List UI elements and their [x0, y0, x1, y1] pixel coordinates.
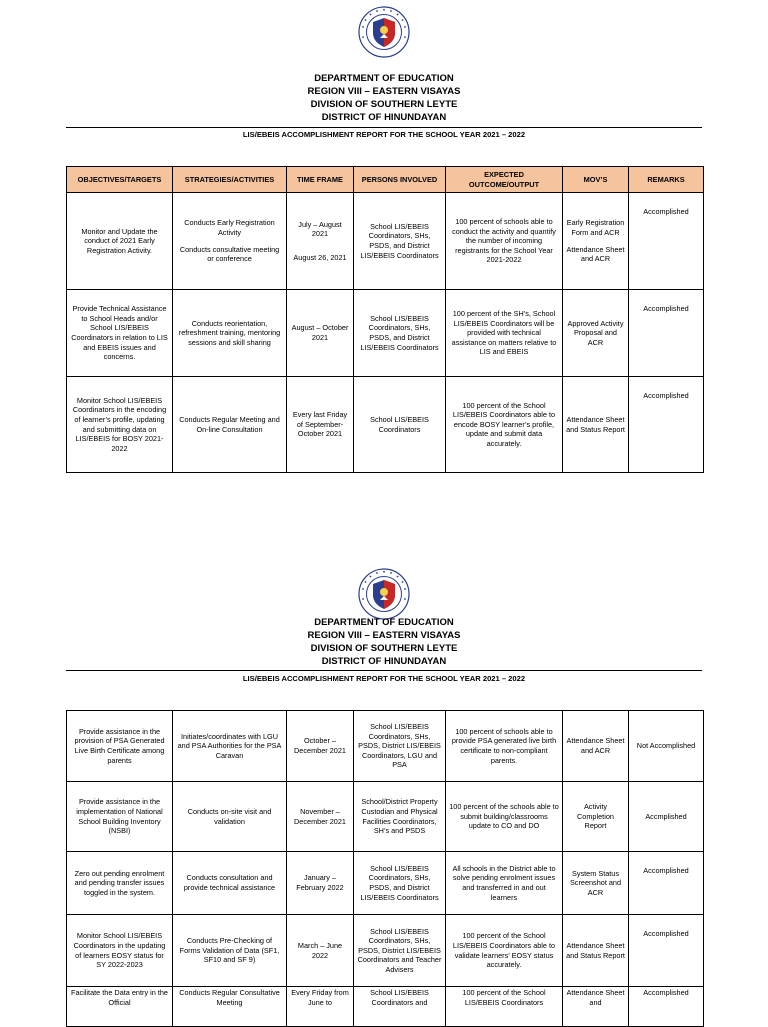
col-remarks: REMARKS [629, 167, 704, 193]
persons-cell: School LIS/EBEIS Coordinators, SHs, PSDS, District LIS/EBEIS Coordinators and Teacher Advisers [354, 915, 446, 987]
district-title: DISTRICT OF HINUNDAYAN [321, 112, 447, 123]
region-title: REGION VIII – EASTERN VISAYAS [307, 630, 461, 641]
report-title: LIS/EBEIS ACCOMPLISHMENT REPORT FOR THE SCHOOL YEAR 2021 – 2022 [242, 130, 526, 139]
deped-seal-icon [358, 6, 410, 58]
strategy-cell: Conducts Regular Meeting and On-line Consultation [173, 377, 287, 473]
division-title: DIVISION OF SOUTHERN LEYTE [310, 643, 458, 654]
mov-cell: Activity Completion Report [563, 782, 629, 852]
objective-cell: Provide Technical Assistance to School Heads and/or School LIS/EBEIS Coordinators in relation to LIS and EBEIS issues and concerns. [67, 290, 173, 377]
strategy-line: Conducts Early Registration Activity [184, 218, 275, 237]
table-row [67, 852, 704, 915]
dept-title: DEPARTMENT OF EDUCATION [314, 617, 454, 628]
mov-cell: Attendance Sheet and Status Report [563, 915, 629, 987]
col-movs: MOV’S [563, 167, 629, 193]
accomplishment-table-1 [66, 166, 704, 473]
persons-cell: School LIS/EBEIS Coordinators, SHs, PSDS, District LIS/EBEIS Coordinators, LGU and PSA [354, 711, 446, 782]
dept-title: DEPARTMENT OF EDUCATION [314, 73, 454, 84]
persons-cell: School/District Property Custodian and Physical Facilities Coordinators, SH’s and PSDS [354, 782, 446, 852]
header-divider [66, 670, 702, 671]
outcome-cell: 100 percent of schools able to conduct the activity and quantify the number of incoming registrants for the School Year 2021-2022 [446, 193, 563, 290]
objective-cell: Zero out pending enrolment and pending transfer issues toggled in the system. [67, 852, 173, 915]
table-row [67, 193, 704, 290]
time-cell: November – December 2021 [287, 782, 354, 852]
remarks-cell: Accomplished [629, 987, 704, 1027]
remarks-cell: Accomplished [629, 852, 704, 915]
remarks-cell: Accmplished [629, 782, 704, 852]
time-cell: March – June 2022 [287, 915, 354, 987]
time-cell: August – October 2021 [287, 290, 354, 377]
objective-cell: Monitor School LIS/EBEIS Coordinators in the updating of learners EOSY status for SY 2022-2023 [67, 915, 173, 987]
remarks-cell: Accomplished [629, 193, 704, 290]
remarks-cell: Accomplished [629, 915, 704, 987]
table-row [67, 987, 704, 1027]
objective-cell: Provide assistance in the provision of PSA Generated Live Birth Certificate among parents [67, 711, 173, 782]
remarks-cell: Not Accomplished [629, 711, 704, 782]
outcome-cell: 100 percent of the School LIS/EBEIS Coordinators [446, 987, 563, 1027]
mov-cell: Attendance Sheet and [563, 987, 629, 1027]
strategy-cell: Conducts Pre-Checking of Forms Validation of Data (SF1, SF10 and SF 9) [173, 915, 287, 987]
table-row [67, 290, 704, 377]
time-cell: Every last Friday of September-October 2021 [287, 377, 354, 473]
col-outcome: EXPECTED OUTCOME/OUTPUT [446, 167, 563, 193]
strategy-cell: Initiates/coordinates with LGU and PSA Authorities for the PSA Caravan [173, 711, 287, 782]
outcome-cell: 100 percent of the schools able to submit building/classrooms update to CO and DO [446, 782, 563, 852]
outcome-cell: 100 percent of schools able to provide PSA generated live birth certificate to non-compliant parents. [446, 711, 563, 782]
time-cell: Every Friday from June to [287, 987, 354, 1027]
strategy-cell: Conducts consultation and provide technical assistance [173, 852, 287, 915]
remarks-cell: Accomplished [629, 377, 704, 473]
report-title: LIS/EBEIS ACCOMPLISHMENT REPORT FOR THE SCHOOL YEAR 2021 – 2022 [242, 674, 526, 683]
col-time-frame: TIME FRAME [287, 167, 354, 193]
table-row [67, 377, 704, 473]
mov-line: Early Registration Form and ACR [566, 218, 625, 237]
col-strategies: STRATEGIES/ACTIVITIES [173, 167, 287, 193]
mov-cell: Attendance Sheet and Status Report [563, 377, 629, 473]
division-title: DIVISION OF SOUTHERN LEYTE [310, 99, 458, 110]
persons-cell: School LIS/EBEIS Coordinators, SHs, PSDS, and District LIS/EBEIS Coordinators [354, 852, 446, 915]
strategy-cell: Conducts on-site visit and validation [173, 782, 287, 852]
objective-cell: Facilitate the Data entry in the Official [67, 987, 173, 1027]
col-persons: PERSONS INVOLVED [354, 167, 446, 193]
mov-cell: Attendance Sheet and ACR [563, 711, 629, 782]
strategy-cell [173, 193, 287, 290]
outcome-cell: 100 percent of the SH’s, School LIS/EBEIS Coordinators will be provided with technical assistance on matters relative to LIS and EBEIS [446, 290, 563, 377]
district-title: DISTRICT OF HINUNDAYAN [321, 656, 447, 667]
accomplishment-table-2 [66, 710, 704, 1027]
header-divider [66, 127, 702, 128]
strategy-cell: Conducts Regular Consultative Meeting [173, 987, 287, 1027]
outcome-cell: All schools in the District able to solve pending enrolment issues and transferred in and out learners [446, 852, 563, 915]
time-cell: October – December 2021 [287, 711, 354, 782]
table-row [67, 711, 704, 782]
time-line: July – August 2021 [298, 219, 342, 239]
mov-cell [563, 193, 629, 290]
mov-cell: Approved Activity Proposal and ACR [563, 290, 629, 377]
table-header-row [67, 167, 704, 193]
persons-cell: School LIS/EBEIS Coordinators [354, 377, 446, 473]
mov-line: Attendance Sheet and ACR [566, 244, 625, 264]
time-line: August 26, 2021 [293, 252, 347, 262]
deped-seal-icon [358, 568, 410, 620]
time-cell [287, 193, 354, 290]
persons-cell: School LIS/EBEIS Coordinators and [354, 987, 446, 1027]
strategy-line: Conducts consultative meeting or conference [179, 244, 280, 264]
region-title: REGION VIII – EASTERN VISAYAS [307, 86, 461, 97]
strategy-cell: Conducts reorientation, refreshment training, mentoring sessions and skill sharing [173, 290, 287, 377]
table-row [67, 915, 704, 987]
outcome-cell: 100 percent of the School LIS/EBEIS Coordinators able to validate learners’ EOSY status accurately. [446, 915, 563, 987]
objective-cell: Provide assistance in the implementation of National School Building Inventory (NSBI) [67, 782, 173, 852]
outcome-cell: 100 percent of the School LIS/EBEIS Coordinators able to encode BOSY learner’s profile, update and submit data accurately. [446, 377, 563, 473]
persons-cell: School LIS/EBEIS Coordinators, SHs, PSDS, and District LIS/EBEIS Coordinators [354, 290, 446, 377]
col-objectives: OBJECTIVES/TARGETS [67, 167, 173, 193]
objective-cell: Monitor and Update the conduct of 2021 Early Registration Activity. [67, 193, 173, 290]
mov-cell: System Status Screenshot and ACR [563, 852, 629, 915]
objective-cell: Monitor School LIS/EBEIS Coordinators in the encoding of learner’s profile, updating and submitting data on LIS/EBEIS for BOSY 2021-2022 [67, 377, 173, 473]
time-cell: January – February 2022 [287, 852, 354, 915]
table-row [67, 782, 704, 852]
persons-cell: School LIS/EBEIS Coordinators, SHs, PSDS, and District LIS/EBEIS Coordinators [354, 193, 446, 290]
remarks-cell: Accomplished [629, 290, 704, 377]
